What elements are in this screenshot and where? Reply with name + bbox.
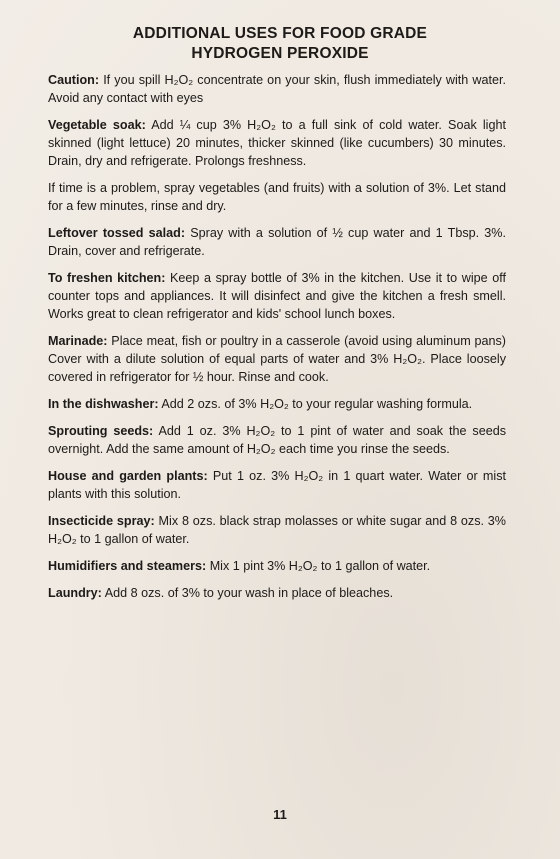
entry-text: Add 1 oz. 3% H₂O₂ to 1 pint of water and soak the seeds overnight. Add the same amount of H₂O₂ each time you rinse the seeds. <box>48 424 507 456</box>
entry-leftover-salad <box>48 224 506 260</box>
entry-insecticide-spray <box>48 512 506 548</box>
entry-laundry <box>48 584 506 602</box>
entry-text: Put 1 oz. 3% H₂O₂ in 1 quart water. Water or mist plants with this solution. <box>48 469 506 501</box>
entry-caution <box>48 71 506 107</box>
entry-term: In the dishwasher: <box>48 397 159 411</box>
entry-text: If you spill H₂O₂ concentrate on your skin, flush immediately with water. Avoid any contact with eyes <box>48 73 506 105</box>
entry-house-garden-plants <box>48 467 506 503</box>
entry-term: Marinade: <box>48 334 108 348</box>
entry-term: Laundry: <box>48 586 102 600</box>
entry-dishwasher <box>48 395 506 413</box>
entry-text: Add 2 ozs. of 3% H₂O₂ to your regular washing formula. <box>161 397 473 411</box>
entry-text: If time is a problem, spray vegetables (and fruits) with a solution of 3%. Let stand for a few minutes, rinse and dry. <box>48 181 506 213</box>
entry-text: Place meat, fish or poultry in a casserole (avoid using aluminum pans) Cover with a dilute solution of equal parts of water and 3% H₂O₂. Place loosely covered in refrigerator for ½ hour. Rinse and cook. <box>48 334 506 384</box>
entry-term: House and garden plants: <box>48 469 208 483</box>
title-line-2: HYDROGEN PEROXIDE <box>191 45 369 62</box>
entry-term: Humidifiers and steamers: <box>48 559 207 573</box>
entry-text: Mix 8 ozs. black strap molasses or white sugar and 8 ozs. 3% H₂O₂ to 1 gallon of water. <box>48 514 507 546</box>
entry-term: Sprouting seeds: <box>48 424 154 438</box>
entry-spray-note <box>48 179 506 215</box>
entry-text: Keep a spray bottle of 3% in the kitchen. Use it to wipe off counter tops and appliances. It will disinfect and give the kitchen a fresh smell. Works great to clean refrigerator and kids' school lunch boxes. <box>48 271 507 321</box>
entry-freshen-kitchen <box>48 269 506 323</box>
title-line-1: ADDITIONAL USES FOR FOOD GRADE <box>132 25 428 42</box>
entry-text: Mix 1 pint 3% H₂O₂ to 1 gallon of water. <box>209 559 431 573</box>
entry-text: Add ¼ cup 3% H₂O₂ to a full sink of cold water. Soak light skinned (light lettuce) 20 minutes, thicker skinned (like cucumbers) 30 minutes. Drain, dry and refrigerate. Prolongs freshness. <box>48 118 506 168</box>
entry-term: To freshen kitchen: <box>48 271 166 285</box>
entry-sprouting-seeds <box>48 422 506 458</box>
entry-vegetable-soak <box>48 116 506 170</box>
entry-term: Caution: <box>48 73 100 87</box>
entry-term: Vegetable soak: <box>48 118 146 132</box>
entry-term: Leftover tossed salad: <box>48 226 186 240</box>
entry-marinade <box>48 332 506 386</box>
entry-text: Spray with a solution of ½ cup water and 1 Tbsp. 3%. Drain, cover and refrigerate. <box>48 226 506 258</box>
page-title <box>40 24 520 64</box>
entry-text: Add 8 ozs. of 3% to your wash in place of bleaches. <box>104 586 394 600</box>
entry-humidifiers <box>48 557 506 575</box>
page-number: 11 <box>273 807 287 822</box>
body-text <box>48 71 506 611</box>
entry-term: Insecticide spray: <box>48 514 155 528</box>
